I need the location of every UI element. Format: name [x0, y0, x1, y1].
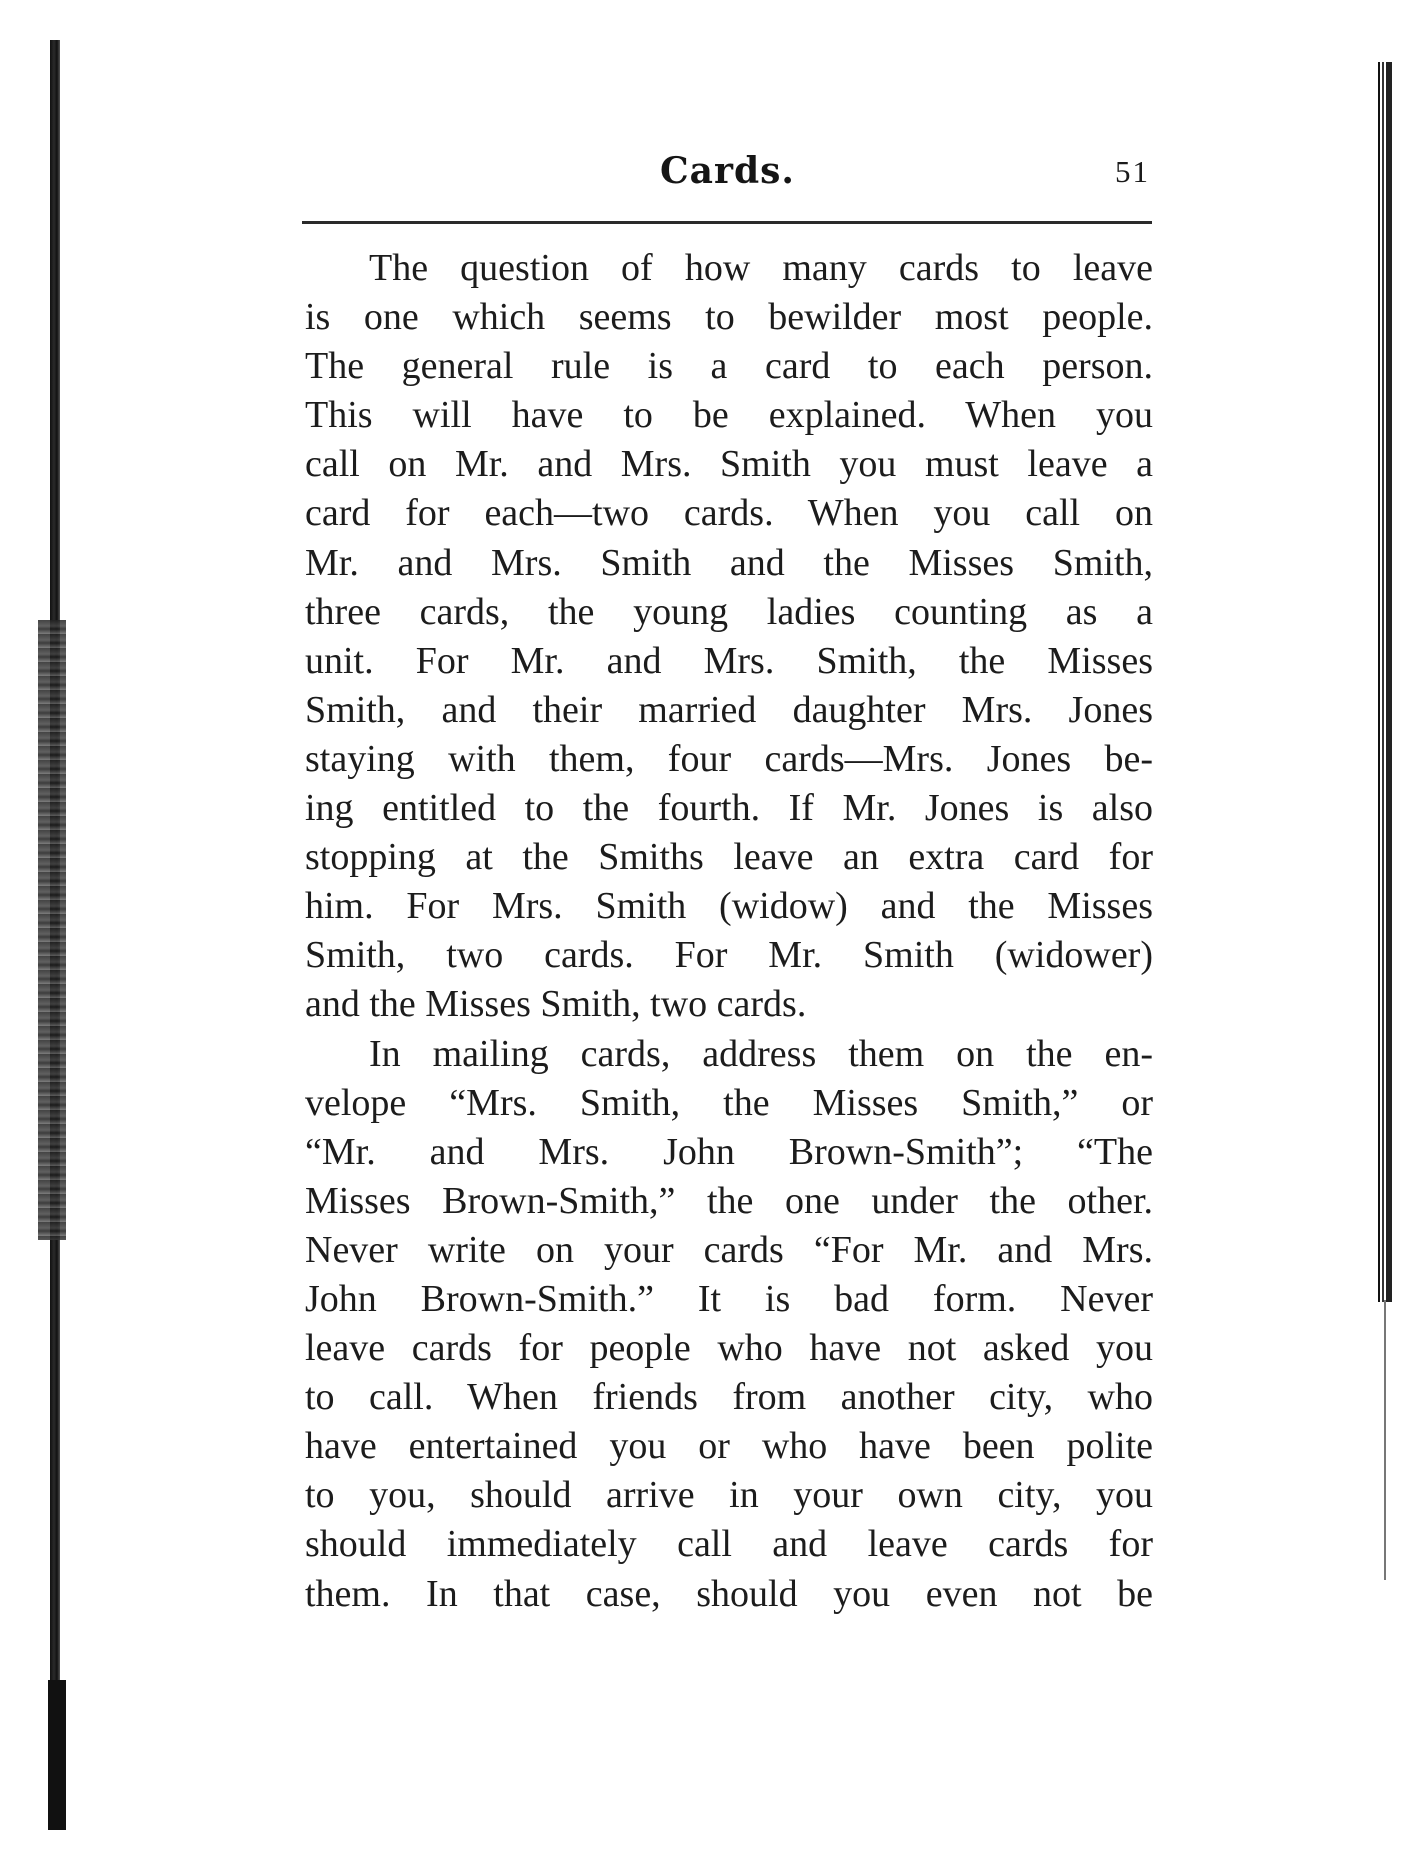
text-line: should immediately call and leave cards for — [305, 1523, 1153, 1566]
text-line: Mr. and Mrs. Smith and the Misses Smith, — [305, 541, 1153, 584]
text-line: them. In that case, should you even not be — [305, 1572, 1153, 1615]
text-line: Misses Brown-Smith,” the one under the other. — [305, 1179, 1153, 1222]
text-line: three cards, the young ladies counting as a — [305, 590, 1153, 633]
scan-edge-right-tail — [1384, 1300, 1386, 1580]
text-line: have entertained you or who have been polite — [305, 1425, 1153, 1468]
text-line: to you, should arrive in your own city, you — [305, 1474, 1153, 1517]
body-text — [305, 244, 1153, 1619]
text-line: and the Misses Smith, two cards. — [305, 983, 807, 1026]
text-line: Smith, two cards. For Mr. Smith (widower) — [305, 934, 1153, 977]
text-line: In mailing cards, address them on the en- — [369, 1032, 1153, 1075]
text-line: card for each—two cards. When you call on — [305, 492, 1153, 535]
text-line: This will have to be explained. When you — [305, 394, 1153, 437]
text-line: to call. When friends from another city, who — [305, 1376, 1153, 1419]
text-line: leave cards for people who have not asked you — [305, 1327, 1153, 1370]
scan-edge-right — [1378, 62, 1392, 1302]
text-line: him. For Mrs. Smith (widow) and the Misses — [305, 885, 1153, 928]
header-rule — [302, 221, 1152, 224]
text-line: Smith, and their married daughter Mrs. Jones — [305, 688, 1153, 731]
text-line: staying with them, four cards—Mrs. Jones be- — [305, 737, 1153, 780]
text-line: “Mr. and Mrs. John Brown-Smith”; “The — [305, 1130, 1153, 1173]
text-line: unit. For Mr. and Mrs. Smith, the Misses — [305, 639, 1153, 682]
scan-edge-left-smudge — [38, 620, 66, 1240]
running-head: Cards. — [660, 150, 795, 192]
text-line: is one which seems to bewilder most people. — [305, 296, 1153, 339]
page-header — [305, 150, 1150, 200]
text-line: velope “Mrs. Smith, the Misses Smith,” or — [305, 1081, 1153, 1124]
page-number: 51 — [1115, 154, 1150, 189]
text-line: Never write on your cards “For Mr. and Mrs. — [305, 1228, 1153, 1271]
scan-edge-left-lower — [48, 1680, 66, 1830]
text-line: call on Mr. and Mrs. Smith you must leave a — [305, 443, 1153, 486]
text-line: The question of how many cards to leave — [369, 247, 1153, 289]
text-line: The general rule is a card to each person. — [305, 345, 1153, 388]
text-line: John Brown-Smith.” It is bad form. Never — [305, 1277, 1153, 1320]
text-line: stopping at the Smiths leave an extra card for — [305, 836, 1153, 879]
text-line: ing entitled to the fourth. If Mr. Jones is also — [305, 787, 1153, 830]
